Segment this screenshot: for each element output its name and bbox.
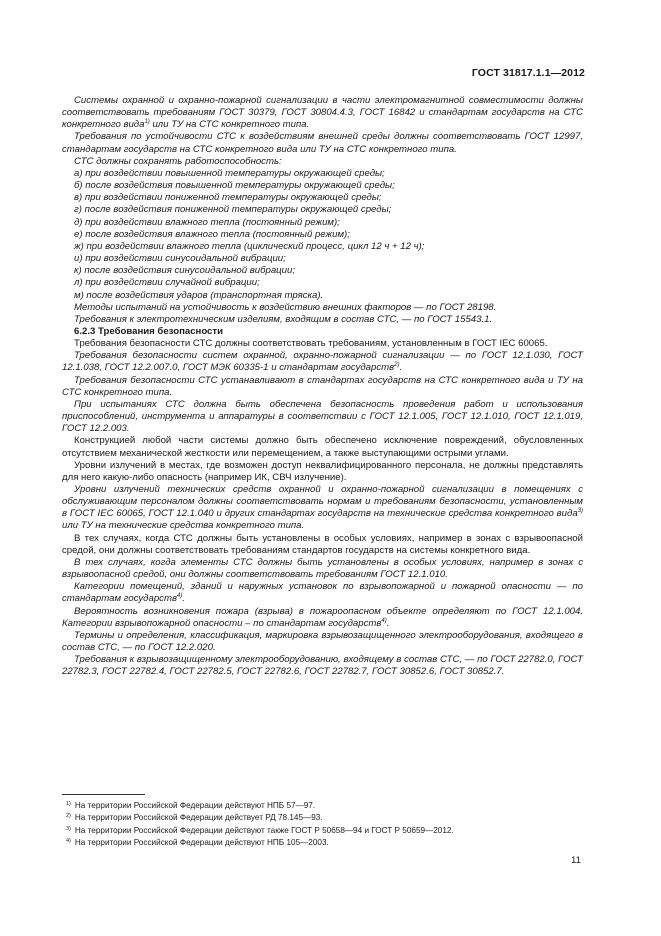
paragraph-text: Требования безопасности СТС устанавливают в стандартах государств на СТС конкретного вида и ТУ на СТС конкретного типа.	[62, 374, 583, 398]
paragraph-text: В тех случаях, когда элементы СТС должны быть установлены в особых условиях, например в зонах с взрывоопасной средой, они должны соответствовать требованиям ГОСТ 12.1.010.	[62, 556, 583, 581]
paragraph-text-tail: или ТУ на технические средства конкретного типа.	[62, 520, 305, 532]
paragraph	[62, 338, 583, 350]
list-item	[62, 192, 583, 204]
list-item	[62, 204, 583, 216]
paragraph-text: Вероятность возникновения пожара (взрыва) в пожароопасном объекте определяют по ГОСТ 12.1.004. Категории взрывопожарной опасности – по стандартам государств	[62, 605, 583, 629]
footnote	[66, 812, 583, 824]
paragraph	[62, 630, 583, 654]
paragraph	[62, 95, 583, 131]
footnote-mark: 3)	[66, 825, 71, 832]
body-text	[62, 95, 583, 679]
paragraph-text: Требования к электротехническим изделиям, входящим в состав СТС, — по ГОСТ 15543.1.	[74, 313, 493, 325]
footnote-ref: 4)	[176, 593, 183, 600]
paragraph-text: Системы охранной и охранно-пожарной сигнализации в части электромагнитной совместимости должны соответствовать требованиям ГОСТ 30379, ГОСТ 30804.4.3, ГОСТ 16842 и стандартам государств на СТС конкретного вида	[62, 95, 583, 131]
page-header: ГОСТ 31817.1.1—2012	[471, 67, 585, 79]
footnote	[66, 825, 583, 837]
paragraph-text: б) после воздействия повышенной температуры окружающей среды;	[74, 180, 395, 192]
paragraph-text: г) после воздействия пониженной температуры окружающей среды;	[74, 204, 392, 216]
paragraph-text: Требования к взрывозащищенному электрооборудованию, входящему в состав СТС, — по ГОСТ 22782.0, ГОСТ 22782.3, ГОСТ 22782.4, ГОСТ 22782.5, ГОСТ 22782.6, ГОСТ 22782.7, ГОСТ 30852.6, ГОСТ 30852.7.	[62, 654, 583, 678]
footnotes	[66, 800, 583, 849]
paragraph-text: Уровни излучений технических средств охранной и охранно-пожарной сигнализации в помещениях с обслуживающим персоналом должны соответствовать нормам и требованиям безопасности, установленным в ГОСТ IEC 60065, ГОСТ 12.1.040 и других стандартах государств на технические средства конкретного вида	[62, 484, 583, 520]
paragraph	[62, 484, 583, 533]
section-heading	[62, 326, 583, 338]
footnote-ref: 2)	[394, 362, 400, 369]
list-item	[62, 241, 583, 253]
paragraph-text: Требования по устойчивости СТС к воздействиям внешней среды должны соответствовать ГОСТ 12997, стандартам государств на СТС конкретного вида или ТУ на СТС конкретного типа.	[62, 131, 583, 155]
paragraph	[62, 156, 583, 168]
paragraph	[62, 435, 583, 459]
paragraph-text: ж) при воздействии влажного тепла (циклический процесс, цикл 12 ч + 12 ч);	[74, 240, 425, 252]
page-number: 11	[571, 855, 581, 866]
footnote-mark: 4)	[66, 837, 71, 844]
paragraph-text: Категории помещений, зданий и наружных установок по взрывопожарной и пожарной опасности — по стандартам государств	[62, 581, 583, 605]
paragraph-text: Уровни излучений в местах, где возможен доступ неквалифицированного персонала, не должны представлять для него какую-либо опасность (например ИК, СВЧ излучение).	[62, 459, 583, 483]
paragraph	[62, 581, 583, 605]
footnote-text: На территории Российской Федерации действуют НПБ 105—2003.	[74, 837, 329, 847]
paragraph-text: Конструкцией любой части системы должно быть обеспечено исключение повреждений, обусловленных отсутствием механической жесткости или перемещением, а также выступающими острыми углами.	[62, 435, 583, 459]
footnote-ref: 4)	[381, 617, 387, 624]
paragraph-text: 6.2.3 Требования безопасности	[74, 325, 223, 337]
list-item	[62, 290, 583, 302]
paragraph-text: в) при воздействии пониженной температуры окружающей среды;	[74, 192, 382, 204]
list-item	[62, 229, 583, 241]
list-item	[62, 265, 583, 277]
footnote-text: На территории Российской Федерации действуют НПБ 57—97.	[74, 801, 316, 810]
paragraph-text: м) после воздействия ударов (транспортная тряска).	[74, 289, 324, 301]
list-item	[62, 180, 583, 192]
paragraph	[62, 533, 583, 557]
paragraph-text: СТС должны сохранять работоспособность:	[74, 155, 282, 167]
footnote-ref: 1)	[144, 119, 150, 126]
paragraph	[62, 375, 583, 399]
paragraph	[62, 557, 583, 581]
footnote-text: На территории Российской Федерации действует РД 78.145—93.	[74, 813, 323, 823]
paragraph-text-tail: .	[182, 593, 185, 605]
paragraph-text: л) при воздействии случайной вибрации;	[74, 277, 260, 289]
paragraph-text-tail: .	[386, 617, 390, 629]
footnote-divider	[62, 794, 145, 795]
paragraph-text: Требования безопасности СТС должны соответствовать требованиям, установленным в ГОСТ IEC 60065.	[74, 338, 548, 350]
paragraph-text: В тех случаях, когда СТС должны быть установлены в особых условиях, например в зонах с взрывоопасной средой, они должны соответствовать требованиям стандартов государств на системы конкретного вида.	[62, 532, 583, 556]
paragraph-text: а) при воздействии повышенной температуры окружающей среды;	[74, 167, 385, 179]
paragraph-text: е) после воздействия влажного тепла (постоянный режим);	[74, 228, 350, 240]
paragraph-text-tail: или ТУ на СТС конкретного типа.	[149, 119, 310, 131]
paragraph-text-tail: .	[399, 362, 403, 374]
paragraph	[62, 399, 583, 435]
paragraph	[62, 314, 583, 326]
paragraph	[62, 460, 583, 484]
list-item	[62, 253, 583, 265]
paragraph-text: Методы испытаний на устойчивость к воздействию внешних факторов — по ГОСТ 28198.	[74, 301, 497, 313]
paragraph-text: Термины и определения, классификация, маркировка взрывозащищенного электрооборудования, входящего в состав СТС, — по ГОСТ 12.2.020.	[62, 629, 583, 654]
footnote	[66, 837, 583, 849]
list-item	[62, 217, 583, 229]
footnote-mark: 1)	[66, 801, 71, 807]
paragraph	[62, 131, 583, 155]
paragraph	[62, 606, 583, 630]
paragraph-text: к) после воздействия синусоидальной вибрации;	[74, 265, 295, 277]
paragraph	[62, 302, 583, 314]
footnote	[66, 800, 583, 812]
footnote-text: На территории Российской Федерации действуют также ГОСТ Р 50658—94 и ГОСТ Р 50659—2012.	[74, 825, 454, 835]
paragraph	[62, 654, 583, 678]
footnote-mark: 2)	[66, 813, 71, 820]
paragraph-text: и) при воздействии синусоидальной вибрации;	[74, 253, 286, 265]
list-item	[62, 277, 583, 289]
footnote-ref: 3)	[577, 508, 583, 515]
paragraph-text: При испытаниях СТС должна быть обеспечена безопасность проведения работ и использования приспособлений, инструмента и аппаратуры в соответствии с ГОСТ 12.1.005, ГОСТ 12.1.010, ГОСТ 12.1.019, ГОСТ 12.2.003.	[62, 398, 583, 435]
paragraph	[62, 350, 583, 374]
paragraph-text: Требования безопасности систем охранной, охранно-пожарной сигнализации — по ГОСТ 12.1.030, ГОСТ 12.1.038, ГОСТ 12.2.007.0, ГОСТ МЭК 60335-1 и стандартам государств	[62, 350, 583, 374]
paragraph-text: д) при воздействии влажного тепла (постоянный режим);	[74, 216, 340, 228]
list-item	[62, 168, 583, 180]
